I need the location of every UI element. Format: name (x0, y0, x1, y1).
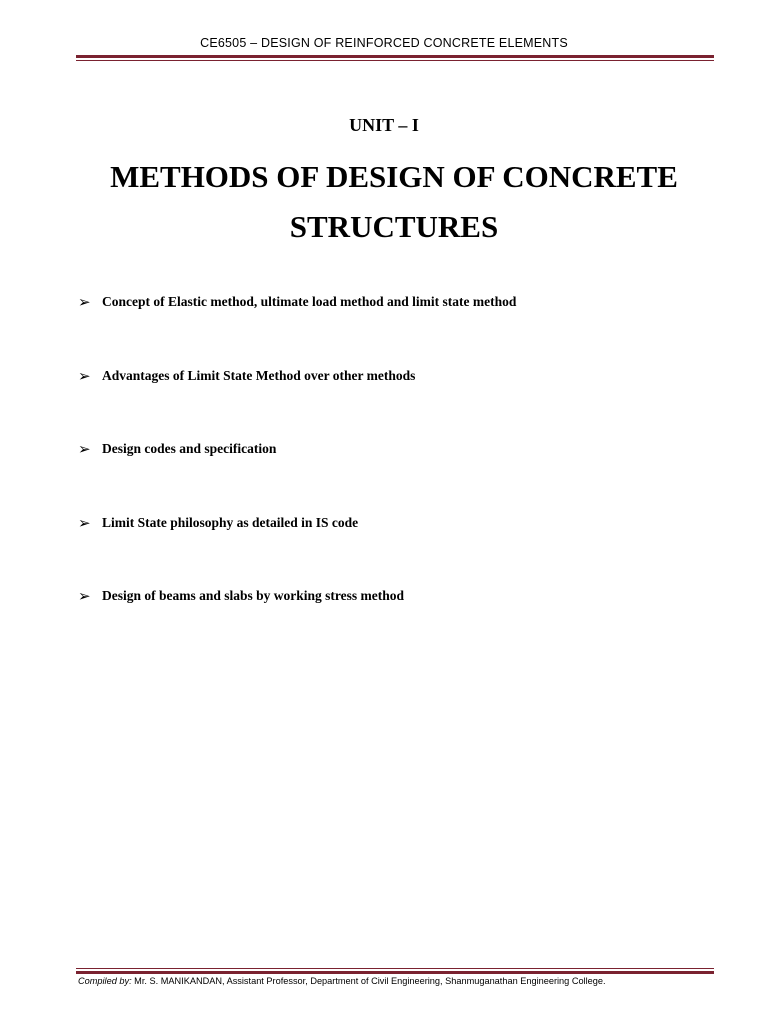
footer-compiled-label: Compiled by: (78, 976, 132, 986)
arrow-bullet-icon: ➢ (78, 513, 91, 532)
header-rule-thin (76, 60, 714, 61)
page-footer (78, 976, 718, 986)
list-item (78, 513, 698, 533)
topic-text: Limit State philosophy as detailed in IS code (102, 514, 359, 530)
footer-rule-thin (76, 968, 714, 969)
footer-compiled-text: Mr. S. MANIKANDAN, Assistant Professor, Department of Civil Engineering, Shanmuganathan Engineering College. (131, 976, 606, 986)
header-rule-thick (76, 55, 714, 58)
list-item (78, 292, 698, 312)
topic-text: Concept of Elastic method, ultimate load method and limit state method (102, 294, 517, 309)
list-item (78, 439, 698, 459)
unit-label: UNIT – I (349, 115, 419, 135)
unit-title: METHODS OF DESIGN OF CONCRETE STRUCTURES (110, 159, 678, 244)
arrow-bullet-icon: ➢ (78, 440, 91, 458)
arrow-bullet-icon: ➢ (78, 293, 91, 311)
topic-text: Design codes and specification (102, 441, 277, 456)
topic-text: Design of beams and slabs by working stress method (102, 588, 405, 603)
list-item (78, 586, 698, 606)
topic-list (78, 292, 698, 660)
arrow-bullet-icon: ➢ (78, 587, 91, 605)
topic-text: Advantages of Limit State Method over other methods (102, 367, 416, 383)
list-item (78, 366, 698, 386)
arrow-bullet-icon: ➢ (78, 366, 91, 385)
page-header: CE6505 – DESIGN OF REINFORCED CONCRETE ELEMENTS (200, 36, 568, 50)
footer-rule-thick (76, 971, 714, 974)
